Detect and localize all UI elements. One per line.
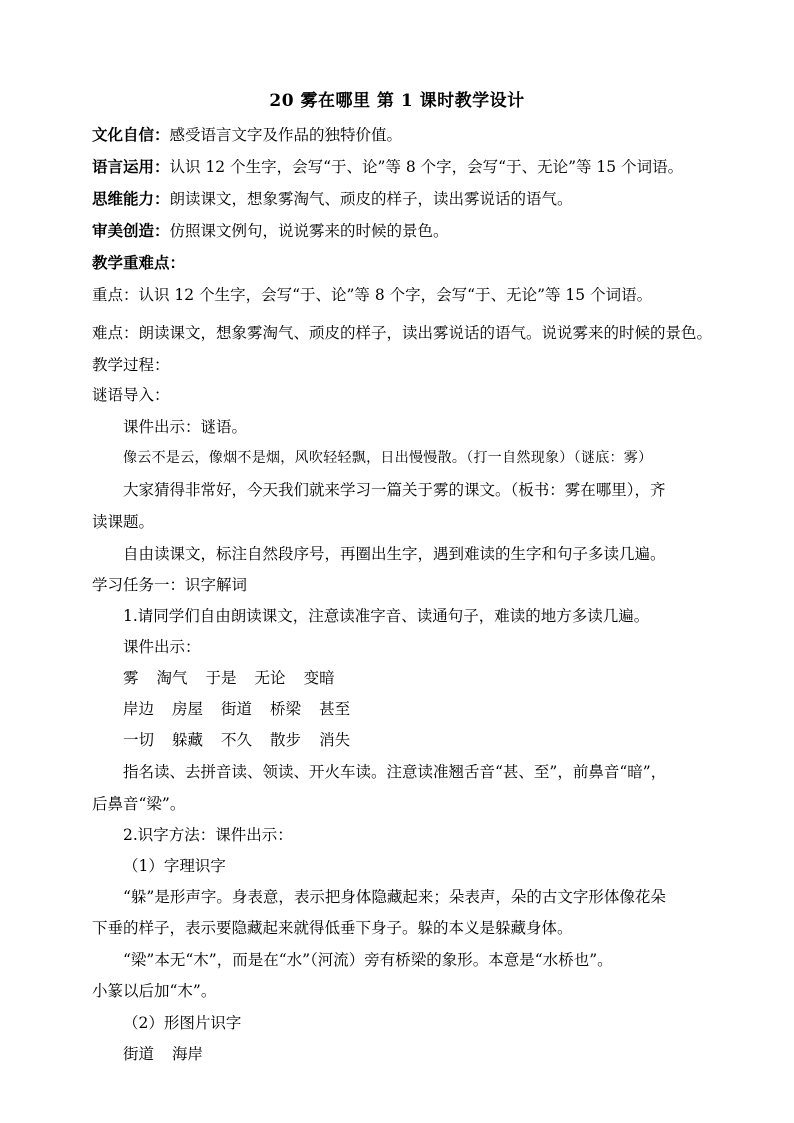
paragraph-intro-2: 读课题。: [92, 513, 155, 531]
vocab-word: 消失: [319, 731, 351, 749]
goal-language: [92, 156, 683, 178]
courseware-riddle: 课件出示：谜语。: [123, 418, 248, 436]
goal-label: 语言运用：: [92, 157, 170, 176]
vocab-word: 散步: [270, 731, 302, 749]
goal-text: 仿照课文例句，说说雾来的时候的景色。: [169, 222, 449, 240]
goal-thinking: [92, 188, 573, 210]
key-point: 重点：认识 12 个生字，会写“于、论”等 8 个字，会写“于、无论”等 15 个词语。: [92, 286, 653, 304]
goal-label: 审美创造：: [92, 221, 170, 240]
vocab-word: 无论: [254, 669, 286, 687]
goal-label: 文化自信：: [92, 125, 170, 144]
vocab-word: 街道: [221, 700, 253, 718]
vocab-word: 不久: [221, 731, 253, 749]
method2-heading: （2）形图片识字: [123, 1014, 242, 1032]
goal-text: 认识 12 个生字，会写“于、论”等 8 个字，会写“于、无论”等 15 个词语。: [169, 158, 684, 176]
step1-text: 1.请同学们自由朗读课文，注意读准字音、读通句子，难读的地方多读几遍。: [123, 607, 650, 625]
goal-culture: [92, 124, 402, 146]
duo-explanation-2: 下垂的样子，表示要隐藏起来就得低垂下身子。躲的本义是躲藏身体。: [92, 919, 573, 937]
vocab-word: 雾: [123, 669, 139, 687]
vocab-word: 房屋: [172, 700, 204, 718]
difficult-point: 难点：朗读课文，想象雾淘气、顽皮的样子，读出雾说话的语气。说说雾来的时候的景色。: [92, 324, 713, 342]
document-title: 20 雾在哪里 第 1 课时教学设计: [269, 91, 525, 111]
goal-text: 朗读课文，想象雾淘气、顽皮的样子，读出雾说话的语气。: [169, 190, 573, 208]
paragraph-free-reading: 自由读课文，标注自然段序号，再圈出生字，遇到难读的生字和句子多读几遍。: [123, 545, 666, 563]
vocab-word: 变暗: [303, 669, 335, 687]
vocab-word: 甚至: [319, 700, 351, 718]
picture-word: 海岸: [172, 1045, 204, 1063]
picture-word-row: [123, 1043, 221, 1065]
vocab-word: 桥梁: [270, 700, 302, 718]
paragraph-intro-1: 大家猜得非常好，今天我们就来学习一篇关于雾的课文。（板书：雾在哪里），齐: [123, 481, 666, 499]
task1-heading: 学习任务一：识字解词: [92, 576, 248, 594]
picture-word: 街道: [123, 1045, 155, 1063]
riddle-text: 像云不是云，像烟不是烟，风吹轻轻飘，日出慢慢散。（打一自然现象）（谜底：雾）: [123, 450, 653, 466]
vocab-word: 岸边: [123, 700, 155, 718]
reading-instructions-2: 后鼻音“梁”。: [92, 795, 186, 813]
process-heading: 教学过程：: [92, 356, 170, 374]
word-row: [123, 667, 353, 689]
word-row: [123, 698, 368, 720]
duo-explanation-1: “躲”是形声字。身表意，表示把身体隐藏起来；朵表声，朵的古文字形体像花朵: [123, 888, 666, 906]
vocab-word: 淘气: [156, 669, 188, 687]
liang-explanation-1: “梁”本无“木”，而是在“水”（河流）旁有桥梁的象形。本意是“水桥也”。: [123, 951, 613, 969]
courseware-show: 课件出示：: [123, 638, 201, 656]
method1-heading: （1）字理识字: [123, 857, 226, 875]
vocab-word: 于是: [205, 669, 237, 687]
goal-label: 思维能力：: [92, 189, 170, 208]
word-row: [123, 729, 368, 751]
vocab-word: 一切: [123, 731, 155, 749]
liang-explanation-2: 小篆以后加“木”。: [92, 982, 217, 1000]
goal-aesthetic: [92, 220, 449, 242]
key-heading: 教学重难点：: [92, 253, 186, 272]
step2-text: 2.识字方法：课件出示：: [123, 826, 293, 844]
goal-text: 感受语言文字及作品的独特价值。: [169, 126, 403, 144]
vocab-word: 躲藏: [172, 731, 204, 749]
reading-instructions-1: 指名读、去拼音读、领读、开火车读。注意读准翘舌音“甚、至”，前鼻音“暗”，: [123, 763, 667, 781]
intro-heading: 谜语导入：: [92, 386, 170, 404]
